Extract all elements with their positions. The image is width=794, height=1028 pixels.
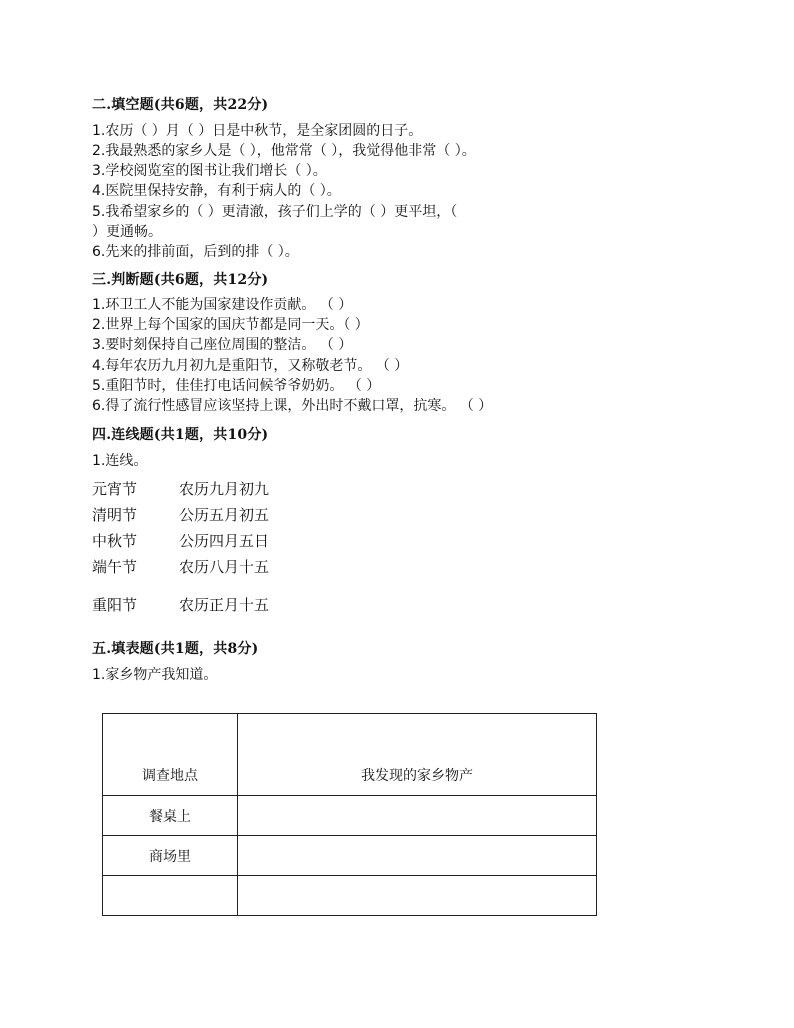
table-cell-blank[interactable] [238, 876, 597, 916]
match-left-item: 中秋节 [92, 532, 138, 550]
match-left-item: 重阳节 [92, 596, 138, 614]
match-right-item: 公历五月初五 [179, 506, 270, 524]
question-item: 4.每年农历九月初九是重阳节，又称敬老节。 （ ） [92, 358, 409, 374]
question-item: 6.先来的排前面，后到的排（ ）。 [92, 244, 299, 260]
section-title-true-false: 三.判断题(共6题，共12分) [92, 272, 269, 288]
question-item: 1.农历（ ）月（ ）日是中秋节，是全家团圆的日子。 [92, 123, 423, 139]
table-row [103, 836, 597, 876]
match-left-item: 元宵节 [92, 480, 138, 498]
match-left-item: 清明节 [92, 506, 138, 524]
match-right-item: 农历正月十五 [179, 596, 270, 614]
question-item: 3.学校阅览室的图书让我们增长（ ）。 [92, 163, 327, 179]
table-header-cell: 调查地点 [103, 714, 238, 796]
question-item: 5.我希望家乡的（ ）更清澈，孩子们上学的（ ）更平坦，（ [92, 204, 458, 220]
table-cell-blank[interactable] [238, 836, 597, 876]
table-cell: 餐桌上 [103, 796, 238, 836]
question-item: 6.得了流行性感冒应该坚持上课，外出时不戴口罩，抗寒。 （ ） [92, 398, 493, 414]
match-right-item: 农历八月十五 [179, 558, 270, 576]
question-item: 2.世界上每个国家的国庆节都是同一天。（ ） [92, 317, 369, 333]
question-item: 1.连线。 [92, 453, 148, 469]
survey-table [102, 713, 597, 916]
table-header-cell: 我发现的家乡物产 [238, 714, 597, 796]
table-row [103, 876, 597, 916]
section-title-matching: 四.连线题(共1题，共10分) [92, 427, 269, 443]
table-header-row [103, 714, 597, 796]
table-cell-blank[interactable] [238, 796, 597, 836]
match-right-item: 公历四月五日 [179, 532, 270, 550]
match-left-item: 端午节 [92, 558, 138, 576]
question-item: 2.我最熟悉的家乡人是（ ），他常常（ ），我觉得他非常（ ）。 [92, 143, 476, 159]
section-title-table-fill: 五.填表题(共1题，共8分) [92, 641, 259, 657]
question-item: 5.重阳节时，佳佳打电话问候爷爷奶奶。 （ ） [92, 378, 381, 394]
question-item: 3.要时刻保持自己座位周围的整洁。 （ ） [92, 337, 353, 353]
question-item: ）更通畅。 [92, 224, 162, 240]
question-item: 4.医院里保持安静，有利于病人的（ ）。 [92, 183, 341, 199]
section-title-fill-blank: 二.填空题(共6题，共22分) [92, 97, 269, 113]
question-item: 1.环卫工人不能为国家建设作贡献。 （ ） [92, 297, 353, 313]
table-row [103, 796, 597, 836]
match-right-item: 农历九月初九 [179, 480, 270, 498]
table-cell-blank[interactable] [103, 876, 238, 916]
question-item: 1.家乡物产我知道。 [92, 667, 218, 683]
table-cell: 商场里 [103, 836, 238, 876]
